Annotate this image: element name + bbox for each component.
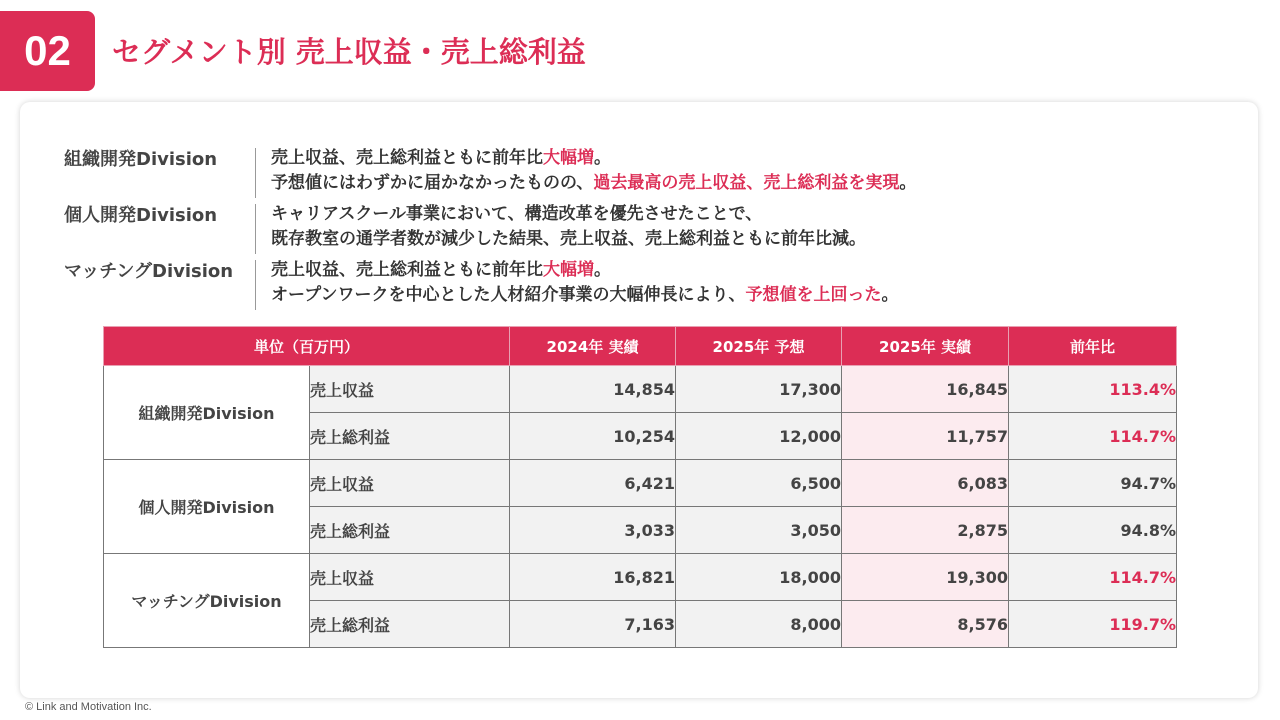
metric-label: 売上総利益 bbox=[310, 601, 510, 648]
value-yoy: 114.7% bbox=[1009, 554, 1177, 601]
value-yoy: 114.7% bbox=[1009, 413, 1177, 460]
segment-name: 個人開発Division bbox=[64, 205, 218, 226]
segment-description: 売上収益、売上総利益ともに前年比大幅増。 オープンワークを中心とした人材紹介事業の大幅伸長により、予想値を上回った。 bbox=[271, 260, 899, 305]
section-number-badge: 02 bbox=[0, 11, 95, 91]
table-row bbox=[104, 554, 1177, 601]
value-2025-actual: 16,845 bbox=[842, 366, 1009, 413]
value-2025-forecast: 8,000 bbox=[676, 601, 842, 648]
segment-divider bbox=[255, 148, 256, 198]
value-2025-actual: 8,576 bbox=[842, 601, 1009, 648]
value-2025-actual: 11,757 bbox=[842, 413, 1009, 460]
value-2025-forecast: 3,050 bbox=[676, 507, 842, 554]
value-2024-actual: 10,254 bbox=[510, 413, 676, 460]
value-2024-actual: 14,854 bbox=[510, 366, 676, 413]
value-2025-actual: 19,300 bbox=[842, 554, 1009, 601]
table-row bbox=[104, 460, 1177, 507]
metric-label: 売上総利益 bbox=[310, 413, 510, 460]
segment-summary-matching bbox=[20, 258, 1258, 312]
col-header-yoy: 前年比 bbox=[1009, 327, 1177, 366]
division-name: 組織開発Division bbox=[104, 366, 310, 460]
value-2025-actual: 6,083 bbox=[842, 460, 1009, 507]
content-card bbox=[20, 102, 1258, 698]
value-yoy: 94.7% bbox=[1009, 460, 1177, 507]
metric-label: 売上収益 bbox=[310, 460, 510, 507]
col-header-2025-forecast: 2025年 予想 bbox=[676, 327, 842, 366]
metric-label: 売上収益 bbox=[310, 366, 510, 413]
value-2025-forecast: 17,300 bbox=[676, 366, 842, 413]
col-header-unit: 単位（百万円） bbox=[104, 327, 510, 366]
segment-summary-org bbox=[20, 146, 1258, 200]
division-name: 個人開発Division bbox=[104, 460, 310, 554]
value-yoy: 94.8% bbox=[1009, 507, 1177, 554]
segment-name: 組織開発Division bbox=[64, 149, 218, 170]
value-2025-forecast: 12,000 bbox=[676, 413, 842, 460]
division-name: マッチングDivision bbox=[104, 554, 310, 648]
segment-results-table bbox=[103, 326, 1177, 648]
segment-divider bbox=[255, 204, 256, 254]
page-title: セグメント別 売上収益・売上総利益 bbox=[112, 35, 586, 69]
segment-description: キャリアスクール事業において、構造改革を優先させたことで、 既存教室の通学者数が減少した結果、売上収益、売上総利益ともに前年比減。 bbox=[271, 204, 866, 249]
segment-divider bbox=[255, 260, 256, 310]
copyright-text: © Link and Motivation Inc. bbox=[25, 701, 152, 713]
table-row bbox=[104, 366, 1177, 413]
value-2024-actual: 7,163 bbox=[510, 601, 676, 648]
table-header-row bbox=[104, 327, 1177, 366]
col-header-2025-actual: 2025年 実績 bbox=[842, 327, 1009, 366]
metric-label: 売上収益 bbox=[310, 554, 510, 601]
value-2025-actual: 2,875 bbox=[842, 507, 1009, 554]
value-yoy: 113.4% bbox=[1009, 366, 1177, 413]
value-yoy: 119.7% bbox=[1009, 601, 1177, 648]
segment-name: マッチングDivision bbox=[64, 261, 234, 282]
segment-description: 売上収益、売上総利益ともに前年比大幅増。 予想値にはわずかに届かなかったものの、過去最高の売上収益、売上総利益を実現。 bbox=[271, 148, 917, 193]
value-2025-forecast: 6,500 bbox=[676, 460, 842, 507]
metric-label: 売上総利益 bbox=[310, 507, 510, 554]
segment-summary-personal bbox=[20, 202, 1258, 256]
value-2025-forecast: 18,000 bbox=[676, 554, 842, 601]
value-2024-actual: 6,421 bbox=[510, 460, 676, 507]
value-2024-actual: 16,821 bbox=[510, 554, 676, 601]
col-header-2024-actual: 2024年 実績 bbox=[510, 327, 676, 366]
value-2024-actual: 3,033 bbox=[510, 507, 676, 554]
